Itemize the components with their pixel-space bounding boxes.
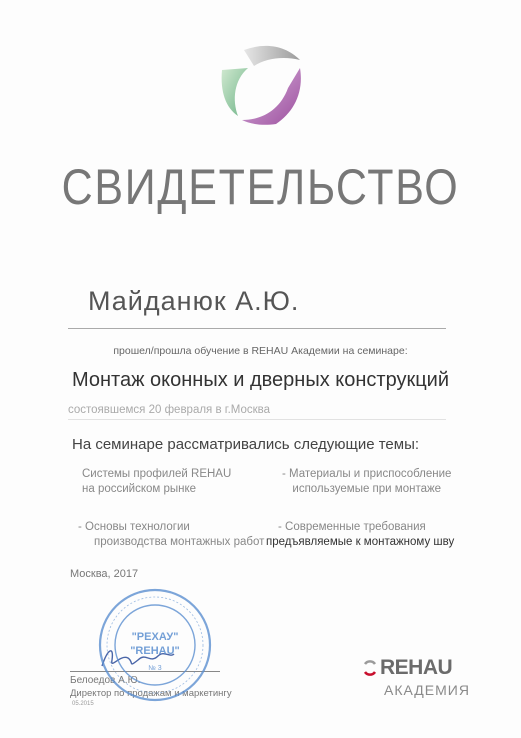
topic-item: - Материалы и приспособление используемые при монтаже: [282, 468, 452, 495]
topic-item: - Современные требования предъявляемые к монтажному шву: [266, 521, 455, 548]
stamp-text-bottom: "REHAU": [130, 645, 180, 657]
brand-name: REHAU: [380, 656, 453, 679]
city-year: Москва, 2017: [70, 568, 139, 580]
name-underline: [68, 328, 446, 329]
certificate-title: СВИДЕТЕЛЬСТВО: [61, 159, 460, 215]
brand-academy: АКАДЕМИЯ: [384, 682, 470, 698]
topic-item: - Основы технологии производства монтажных работ: [78, 521, 265, 548]
topics-heading: На семинаре рассматривались следующие темы:: [72, 436, 420, 453]
signer-name: Белоедов А.Ю.: [70, 675, 141, 686]
seminar-date-location: состоявшемся 20 февраля в г.Москва: [68, 404, 271, 416]
stamp-number: № 3: [148, 665, 162, 672]
recipient-name: Майданюк А.Ю.: [88, 286, 300, 316]
signer-position: Директор по продажам и маркетингу: [70, 688, 232, 699]
rehau-academy-logo: [362, 656, 470, 710]
date-underline: [68, 419, 446, 420]
training-passed-text: прошел/прошла обучение в REHAU Академии на семинаре:: [113, 345, 408, 357]
official-stamp: [96, 586, 214, 704]
rehau-mark-icon: [362, 660, 378, 676]
course-title: Монтаж оконных и дверных конструкций: [71, 369, 450, 391]
rehau-academy-emblem-icon: [214, 40, 306, 128]
topic-item: Системы профилей REHAU на российском рынке: [82, 468, 232, 495]
form-code: 05.2015: [72, 701, 94, 707]
stamp-text-top: "РЕХАУ": [131, 631, 179, 643]
